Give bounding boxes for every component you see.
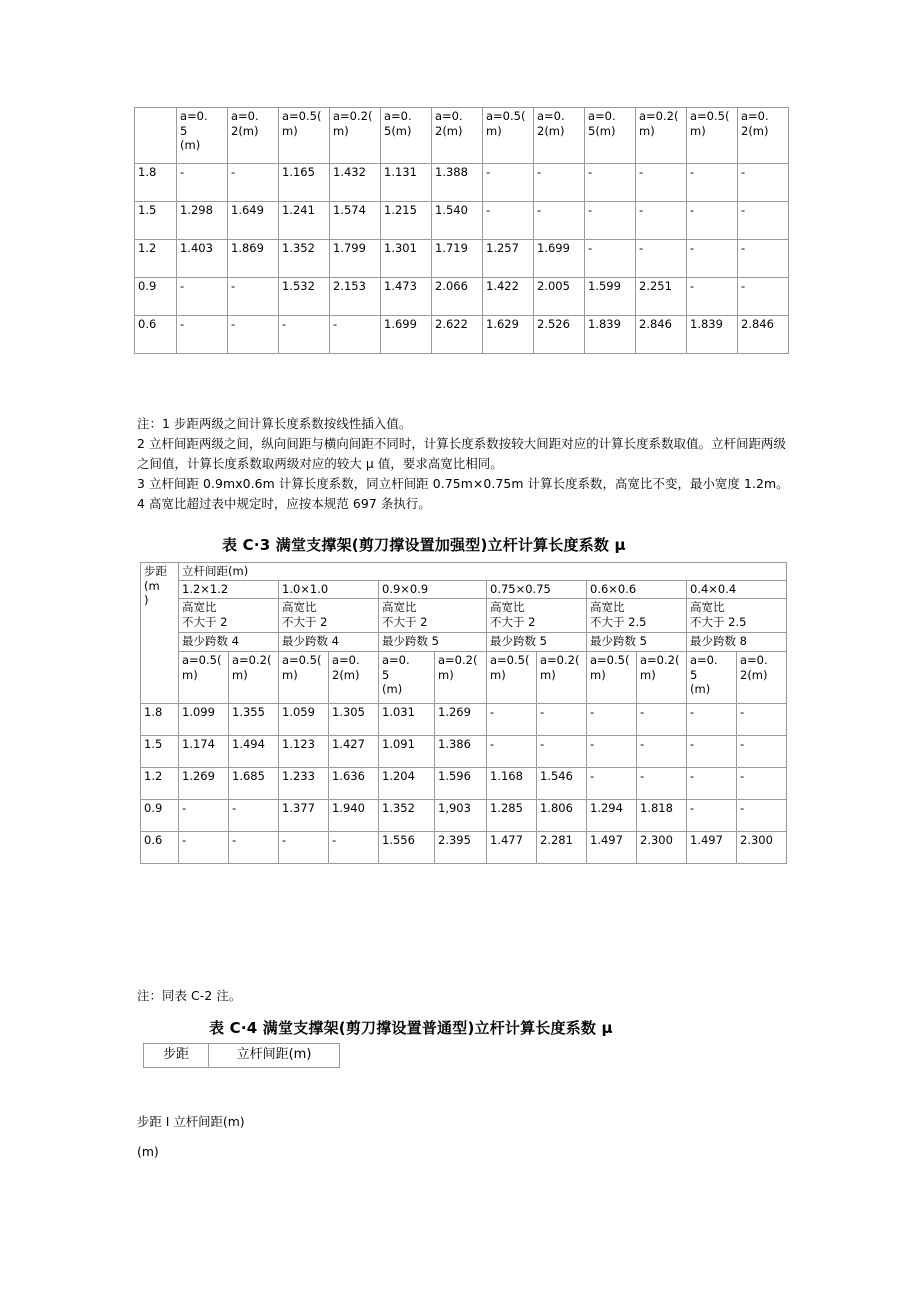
header-cell-rowlabel: [135, 108, 177, 164]
table-caption-c3: 表 C·3 满堂支撑架(剪刀撑设置加强型)立杆计算长度系数 μ: [222, 536, 626, 554]
data-cell: -: [687, 736, 737, 768]
row-label: 1.5: [135, 202, 177, 240]
data-cell: -: [279, 832, 329, 864]
header-cell-a: a=0.5( m): [587, 652, 637, 704]
data-cell: 1.305: [329, 704, 379, 736]
data-cell: 1.432: [330, 164, 381, 202]
row-label: 0.6: [141, 832, 179, 864]
data-cell: 1.285: [487, 800, 537, 832]
data-cell: 1.241: [279, 202, 330, 240]
header-cell-a: [432, 108, 483, 164]
header-cell-group: 1.0×1.0: [279, 581, 379, 599]
data-cell: -: [637, 704, 687, 736]
data-cell: -: [229, 832, 279, 864]
data-cell: 1.215: [381, 202, 432, 240]
header-cell-a: a=0.2( m): [435, 652, 487, 704]
data-cell: -: [487, 704, 537, 736]
data-cell: -: [737, 768, 787, 800]
header-cell-group: 0.4×0.4: [687, 581, 787, 599]
header-cell-minspan: 最少跨数 4: [179, 633, 279, 652]
data-cell: -: [636, 202, 687, 240]
header-cell-ratio: 高宽比 不大于 2: [179, 599, 279, 633]
note-line: 4 高宽比超过表中规定时，应按本规范 697 条执行。: [137, 496, 431, 512]
data-cell: -: [687, 164, 738, 202]
header-cell-ratio: 高宽比 不大于 2.5: [587, 599, 687, 633]
table-row: [135, 164, 789, 202]
data-cell: -: [687, 768, 737, 800]
data-cell: -: [687, 278, 738, 316]
row-label: 1.2: [141, 768, 179, 800]
row-label: 1.8: [135, 164, 177, 202]
header-cell-group: 0.9×0.9: [379, 581, 487, 599]
table-row: [135, 240, 789, 278]
header-cell-minspan: 最少跨数 5: [587, 633, 687, 652]
data-cell: -: [177, 164, 228, 202]
data-cell: -: [329, 832, 379, 864]
data-cell: 1.699: [534, 240, 585, 278]
header-text: a=0.5( m): [690, 109, 730, 138]
data-cell: 1.532: [279, 278, 330, 316]
header-cell-a: [228, 108, 279, 164]
header-cell-a: a=0.5( m): [279, 652, 329, 704]
data-cell: 1.031: [379, 704, 435, 736]
table-c4: [143, 1043, 340, 1068]
data-cell: 2.846: [636, 316, 687, 354]
data-cell: -: [637, 736, 687, 768]
data-cell: -: [587, 736, 637, 768]
table-row-header: [141, 581, 787, 599]
header-cell-ratio: 高宽比 不大于 2: [487, 599, 587, 633]
header-text: a=0. 2(m): [741, 109, 769, 138]
data-cell: 1.269: [179, 768, 229, 800]
data-cell: -: [228, 164, 279, 202]
notes-block-c2: [137, 414, 789, 514]
table-row-header: [141, 652, 787, 704]
data-cell: 1.556: [379, 832, 435, 864]
data-cell: 1.377: [279, 800, 329, 832]
data-cell: 2.395: [435, 832, 487, 864]
data-cell: 1.699: [381, 316, 432, 354]
row-label: 1.5: [141, 736, 179, 768]
data-cell: 1.497: [687, 832, 737, 864]
header-cell-a: [279, 108, 330, 164]
header-cell-a: [534, 108, 585, 164]
header-cell-group: 1.2×1.2: [179, 581, 279, 599]
data-cell: -: [687, 800, 737, 832]
data-cell: -: [738, 240, 789, 278]
data-cell: 1.806: [537, 800, 587, 832]
row-label: 0.6: [135, 316, 177, 354]
data-cell: -: [229, 800, 279, 832]
data-cell: -: [483, 202, 534, 240]
table-row: [135, 278, 789, 316]
data-cell: 1.403: [177, 240, 228, 278]
data-cell: -: [587, 704, 637, 736]
table-row-header: [144, 1044, 340, 1068]
data-cell: 1.629: [483, 316, 534, 354]
table-row-header: [141, 633, 787, 652]
data-cell: 1.352: [379, 800, 435, 832]
row-label: 1.2: [135, 240, 177, 278]
header-text: a=0. 5(m): [384, 109, 412, 138]
note-line: 注：1 步距两级之间计算长度系数按线性插入值。: [137, 416, 412, 431]
data-cell: 1.174: [179, 736, 229, 768]
data-cell: 1.649: [228, 202, 279, 240]
header-cell-a: [381, 108, 432, 164]
data-cell: 1.388: [432, 164, 483, 202]
data-cell: 2.251: [636, 278, 687, 316]
data-cell: -: [737, 736, 787, 768]
note-line: 2 立杆间距两级之间，纵向间距与横向间距不同时，计算长度系数按较大间距对应的计算长度系数取值。立杆间距两级之间值，计算长度系数取两级对应的较大 μ 值，要求高宽比相同。: [137, 436, 787, 472]
header-cell-a: [177, 108, 228, 164]
data-cell: -: [687, 240, 738, 278]
table-row-header: [141, 563, 787, 581]
data-cell: 1.059: [279, 704, 329, 736]
data-cell: -: [330, 316, 381, 354]
table-row: [141, 704, 787, 736]
header-cell-a: a=0.2( m): [637, 652, 687, 704]
header-cell-a: a=0.2( m): [537, 652, 587, 704]
data-cell: 1.123: [279, 736, 329, 768]
data-cell: -: [585, 202, 636, 240]
table-c3: [140, 562, 787, 864]
header-text: a=0. 2(m): [537, 109, 565, 138]
data-cell: -: [637, 768, 687, 800]
data-cell: 2.526: [534, 316, 585, 354]
data-cell: -: [636, 240, 687, 278]
header-cell-a: [687, 108, 738, 164]
data-cell: 1.636: [329, 768, 379, 800]
table-row: [135, 316, 789, 354]
data-cell: 1.799: [330, 240, 381, 278]
data-cell: 1.940: [329, 800, 379, 832]
data-cell: -: [738, 278, 789, 316]
header-text: a=0. 5(m): [588, 109, 616, 138]
data-cell: -: [687, 704, 737, 736]
header-cell-ratio: 高宽比 不大于 2: [379, 599, 487, 633]
header-cell-spacing: 立杆间距(m): [209, 1044, 340, 1068]
header-cell-a: [636, 108, 687, 164]
data-cell: -: [636, 164, 687, 202]
header-text: a=0.5( m): [282, 109, 322, 138]
data-cell: -: [737, 800, 787, 832]
table-row: [141, 832, 787, 864]
data-cell: 2.153: [330, 278, 381, 316]
data-cell: -: [687, 202, 738, 240]
table-row: [141, 800, 787, 832]
header-text: a=0. 2(m): [435, 109, 463, 138]
header-cell-step: 步距: [144, 1044, 209, 1068]
data-cell: -: [483, 164, 534, 202]
data-cell: 1.422: [483, 278, 534, 316]
data-cell: -: [534, 164, 585, 202]
header-cell-a: a=0.5( m): [179, 652, 229, 704]
data-cell: 2.300: [637, 832, 687, 864]
header-cell-a: [585, 108, 636, 164]
row-label: 1.8: [141, 704, 179, 736]
table-row: [141, 768, 787, 800]
header-cell-step: 步距 (m ): [141, 563, 179, 704]
data-cell: -: [534, 202, 585, 240]
header-cell-minspan: 最少跨数 5: [487, 633, 587, 652]
data-cell: 1.596: [435, 768, 487, 800]
data-cell: 1.719: [432, 240, 483, 278]
data-cell: 1.386: [435, 736, 487, 768]
data-cell: -: [279, 316, 330, 354]
data-cell: 1.269: [435, 704, 487, 736]
data-cell: 1.298: [177, 202, 228, 240]
data-cell: -: [537, 736, 587, 768]
data-cell: -: [179, 800, 229, 832]
header-cell-spacing: 立杆间距(m): [179, 563, 787, 581]
header-cell-a: [738, 108, 789, 164]
header-cell-a: [483, 108, 534, 164]
data-cell: 1.599: [585, 278, 636, 316]
header-cell-a: a=0. 5 (m): [687, 652, 737, 704]
data-cell: -: [228, 278, 279, 316]
table-c2-continued: [134, 107, 789, 354]
data-cell: 1.477: [487, 832, 537, 864]
data-cell: 1.099: [179, 704, 229, 736]
data-cell: -: [487, 736, 537, 768]
header-cell-ratio: 高宽比 不大于 2: [279, 599, 379, 633]
data-cell: 1.131: [381, 164, 432, 202]
data-cell: 1.301: [381, 240, 432, 278]
trailing-text-line-2: (m): [137, 1144, 159, 1159]
data-cell: 2.005: [534, 278, 585, 316]
data-cell: -: [587, 768, 637, 800]
note-line: 3 立杆间距 0.9m𝗑0.6m 计算长度系数，同立杆间距 0.75m×0.75m 计算长度系数，高宽比不变，最小宽度 1.2m。: [137, 476, 789, 492]
data-cell: -: [537, 704, 587, 736]
data-cell: -: [585, 240, 636, 278]
data-cell: 1.355: [229, 704, 279, 736]
data-cell: 1.091: [379, 736, 435, 768]
data-cell: 1.497: [587, 832, 637, 864]
data-cell: -: [228, 316, 279, 354]
data-cell: -: [585, 164, 636, 202]
header-cell-group: 0.75×0.75: [487, 581, 587, 599]
data-cell: 1.494: [229, 736, 279, 768]
data-cell: 2.622: [432, 316, 483, 354]
row-label: 0.9: [141, 800, 179, 832]
header-text: a=0.2( m): [333, 109, 373, 138]
header-text: a=0. 2(m): [231, 109, 259, 138]
data-cell: 1.168: [487, 768, 537, 800]
header-cell-a: a=0. 5 (m): [379, 652, 435, 704]
data-cell: 2.300: [737, 832, 787, 864]
data-cell: -: [738, 164, 789, 202]
data-cell: 1,903: [435, 800, 487, 832]
header-cell-ratio: 高宽比 不大于 2.5: [687, 599, 787, 633]
table-row: [141, 736, 787, 768]
data-cell: -: [177, 278, 228, 316]
table-row-header: [141, 599, 787, 633]
data-cell: -: [738, 202, 789, 240]
data-cell: 1.839: [585, 316, 636, 354]
header-cell-a: [330, 108, 381, 164]
table-row: [135, 202, 789, 240]
data-cell: -: [179, 832, 229, 864]
table-caption-c4: 表 C·4 满堂支撑架(剪刀撑设置普通型)立杆计算长度系数 μ: [209, 1019, 613, 1037]
data-cell: 1.818: [637, 800, 687, 832]
data-cell: 1.574: [330, 202, 381, 240]
data-cell: 1.839: [687, 316, 738, 354]
data-cell: 1.540: [432, 202, 483, 240]
data-cell: 1.546: [537, 768, 587, 800]
data-cell: 1.233: [279, 768, 329, 800]
header-text: a=0.5( m): [486, 109, 526, 138]
trailing-text-line-1: 步距 I 立杆间距(m): [137, 1114, 245, 1129]
data-cell: 2.066: [432, 278, 483, 316]
data-cell: 1.869: [228, 240, 279, 278]
header-cell-group: 0.6×0.6: [587, 581, 687, 599]
header-cell-a: a=0. 2(m): [737, 652, 787, 704]
table-row-header: [135, 108, 789, 164]
header-cell-a: a=0.2( m): [229, 652, 279, 704]
data-cell: 1.165: [279, 164, 330, 202]
data-cell: 1.294: [587, 800, 637, 832]
data-cell: 1.257: [483, 240, 534, 278]
data-cell: -: [737, 704, 787, 736]
header-cell-a: a=0. 2(m): [329, 652, 379, 704]
header-text: a=0. 5 (m): [180, 109, 208, 153]
data-cell: 1.473: [381, 278, 432, 316]
header-cell-minspan: 最少跨数 5: [379, 633, 487, 652]
notes-block-c3: [137, 986, 789, 1006]
data-cell: 2.281: [537, 832, 587, 864]
data-cell: 1.204: [379, 768, 435, 800]
header-cell-minspan: 最少跨数 4: [279, 633, 379, 652]
data-cell: 2.846: [738, 316, 789, 354]
header-text: a=0.2( m): [639, 109, 679, 138]
header-cell-minspan: 最少跨数 8: [687, 633, 787, 652]
data-cell: 1.352: [279, 240, 330, 278]
data-cell: -: [177, 316, 228, 354]
data-cell: 1.427: [329, 736, 379, 768]
note-line: 注：同表 C-2 注。: [137, 988, 242, 1003]
header-cell-a: a=0.5( m): [487, 652, 537, 704]
data-cell: 1.685: [229, 768, 279, 800]
row-label: 0.9: [135, 278, 177, 316]
